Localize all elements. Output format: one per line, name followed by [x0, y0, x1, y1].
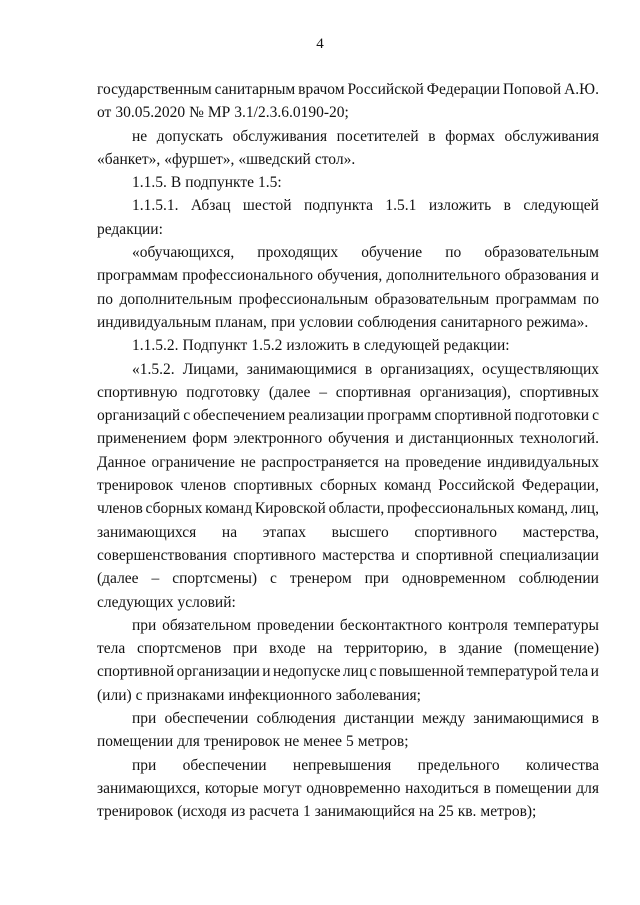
- text-line: применением форм электронного обучения и дистанционных технологий.: [97, 430, 599, 448]
- text-line: «обучающихся, проходящих обучение по образовательным: [132, 244, 599, 262]
- text-line: не допускать обслуживания посетителей в формах обслуживания: [132, 127, 599, 145]
- text-line: тренировок членов спортивных сборных команд Российской Федерации,: [97, 477, 599, 495]
- text-line: «банкет», «фуршет», «шведский стол».: [97, 150, 356, 168]
- text-line: (или) с признаками инфекционного заболевания;: [97, 686, 421, 704]
- text-line: при обеспечении соблюдения дистанции между занимающимися в: [132, 710, 599, 728]
- text-line: спортивной организации и недопуске лиц с повышенной температурой тела и: [97, 663, 599, 681]
- text-line: 1.1.5. В подпункте 1.5:: [132, 174, 282, 192]
- text-line: индивидуальным планам, при условии соблюдения санитарного режима».: [97, 313, 589, 331]
- paragraph: [97, 241, 599, 334]
- text-line: следующих условий:: [97, 593, 236, 611]
- text-line: помещении для тренировок не менее 5 метров;: [97, 733, 409, 751]
- text-line: при обязательном проведении бесконтактного контроля температуры: [132, 616, 599, 634]
- paragraph: [97, 614, 599, 707]
- text-line: спортивную подготовку (далее – спортивная организация), спортивных: [97, 383, 599, 401]
- text-line: занимающихся, которые могут одновременно находиться в помещении для: [97, 779, 599, 797]
- paragraph: [97, 754, 599, 824]
- paragraph: [97, 334, 599, 357]
- page-number: 4: [316, 36, 324, 52]
- text-line: программам профессионального обучения, дополнительного образования и: [97, 267, 599, 285]
- text-line: от 30.05.2020 № МР 3.1/2.3.6.0190-20;: [97, 104, 349, 122]
- text-line: государственным санитарным врачом Российской Федерации Поповой А.Ю.: [97, 81, 599, 98]
- text-line: 1.1.5.2. Подпункт 1.5.2 изложить в следующей редакции:: [132, 337, 510, 355]
- text-line: занимающихся на этапах высшего спортивного мастерства,: [97, 523, 599, 541]
- text-line: по дополнительным профессиональным образовательным программам по: [97, 290, 599, 308]
- paragraph: [97, 194, 599, 241]
- text-line: редакции:: [97, 220, 163, 238]
- paragraph: [97, 707, 599, 754]
- paragraph: [97, 125, 599, 172]
- text-line: Данное ограничение не распространяется на проведение индивидуальных: [97, 453, 599, 471]
- paragraph: [97, 78, 599, 125]
- text-line: членов сборных команд Кировской области, профессиональных команд, лиц,: [97, 500, 599, 518]
- text-line: совершенствования спортивного мастерства и спортивной специализации: [97, 546, 599, 564]
- text-line: тела спортсменов при входе на территорию, в здание (помещение): [97, 640, 599, 658]
- text-line: при обеспечении непревышения предельного количества: [132, 756, 599, 774]
- text-line: тренировок (исходя из расчета 1 занимающийся на 25 кв. метров);: [97, 803, 537, 821]
- text-line: (далее – спортсмены) с тренером при одновременном соблюдении: [97, 570, 599, 588]
- document-body: [97, 78, 599, 824]
- text-line: «1.5.2. Лицами, занимающимися в организациях, осуществляющих: [132, 360, 599, 378]
- paragraph: [97, 358, 599, 614]
- paragraph: [97, 171, 599, 194]
- text-line: 1.1.5.1. Абзац шестой подпункта 1.5.1 изложить в следующей: [132, 197, 599, 215]
- text-line: организаций с обеспечением реализации программ спортивной подготовки с: [97, 407, 599, 425]
